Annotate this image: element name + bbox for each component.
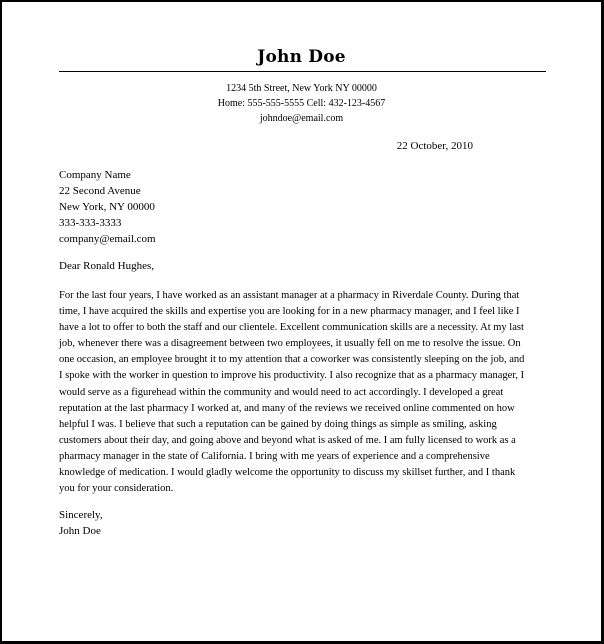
signature-name: John Doe xyxy=(59,525,101,537)
body-line: one occasion, an employee brought it to my attention that a coworker was consistently sleeping on the job, and xyxy=(59,354,525,366)
body-line: customers about their day, and going above and beyond what is asked of me. I am fully licensed to work as a xyxy=(59,434,516,446)
body-line: job, whenever there was a disagreement between two employees, it usually fell on me to resolve the issue. On xyxy=(59,338,521,350)
recipient-city: New York, NY 00000 xyxy=(59,201,155,213)
recipient-block xyxy=(59,167,156,247)
body-line: you for your consideration. xyxy=(59,483,174,495)
body-line: helpful I was. I believe that such a reputation can be gained by doing things as simple as smiling, asking xyxy=(59,418,497,430)
body-line: have a lot to offer to both the staff and our clientele. Excellent communication skills are a necessity. At my last xyxy=(59,322,524,334)
body-line: time, I have acquired the skills and expertise you are looking for in a new pharmacy manager, and I feel like I xyxy=(59,306,520,318)
recipient-email: company@email.com xyxy=(59,233,156,245)
body-line: I spoke with the worker in question to improve his productivity. I also recognize that as a pharmacy manager, I xyxy=(59,370,525,382)
body-line: pharmacy manager in the state of California. I bring with me years of experience and a comprehensive xyxy=(59,450,490,462)
sender-phones: Home: 555-555-5555 Cell: 432-123-4567 xyxy=(217,98,386,109)
body-line: reputation at the last pharmacy I worked at, and many of the reviews we received online commented on how xyxy=(59,402,515,414)
closing-block xyxy=(59,507,103,539)
letter-date: 22 October, 2010 xyxy=(396,140,473,152)
sender-contact-block xyxy=(2,81,601,126)
valediction: Sincerely, xyxy=(59,509,103,521)
recipient-company: Company Name xyxy=(59,169,131,181)
letter-body xyxy=(59,288,554,497)
recipient-phone: 333-333-3333 xyxy=(59,217,122,229)
body-line: For the last four years, I have worked as an assistant manager at a pharmacy in Riverdale County. During that xyxy=(59,290,520,301)
recipient-street: 22 Second Avenue xyxy=(59,185,141,197)
header-divider xyxy=(59,71,546,72)
sender-address: 1234 5th Street, New York NY 00000 xyxy=(226,83,377,94)
salutation: Dear Ronald Hughes, xyxy=(59,260,155,272)
sender-name-heading: John Doe xyxy=(257,47,346,67)
body-line: knowledge of medication. I would gladly welcome the opportunity to discuss my skillset further, and I thank xyxy=(59,467,516,479)
sender-email: johndoe@email.com xyxy=(259,113,344,124)
body-line: would serve as a figurehead within the community and would need to act accordingly. I developed a great xyxy=(59,386,504,398)
